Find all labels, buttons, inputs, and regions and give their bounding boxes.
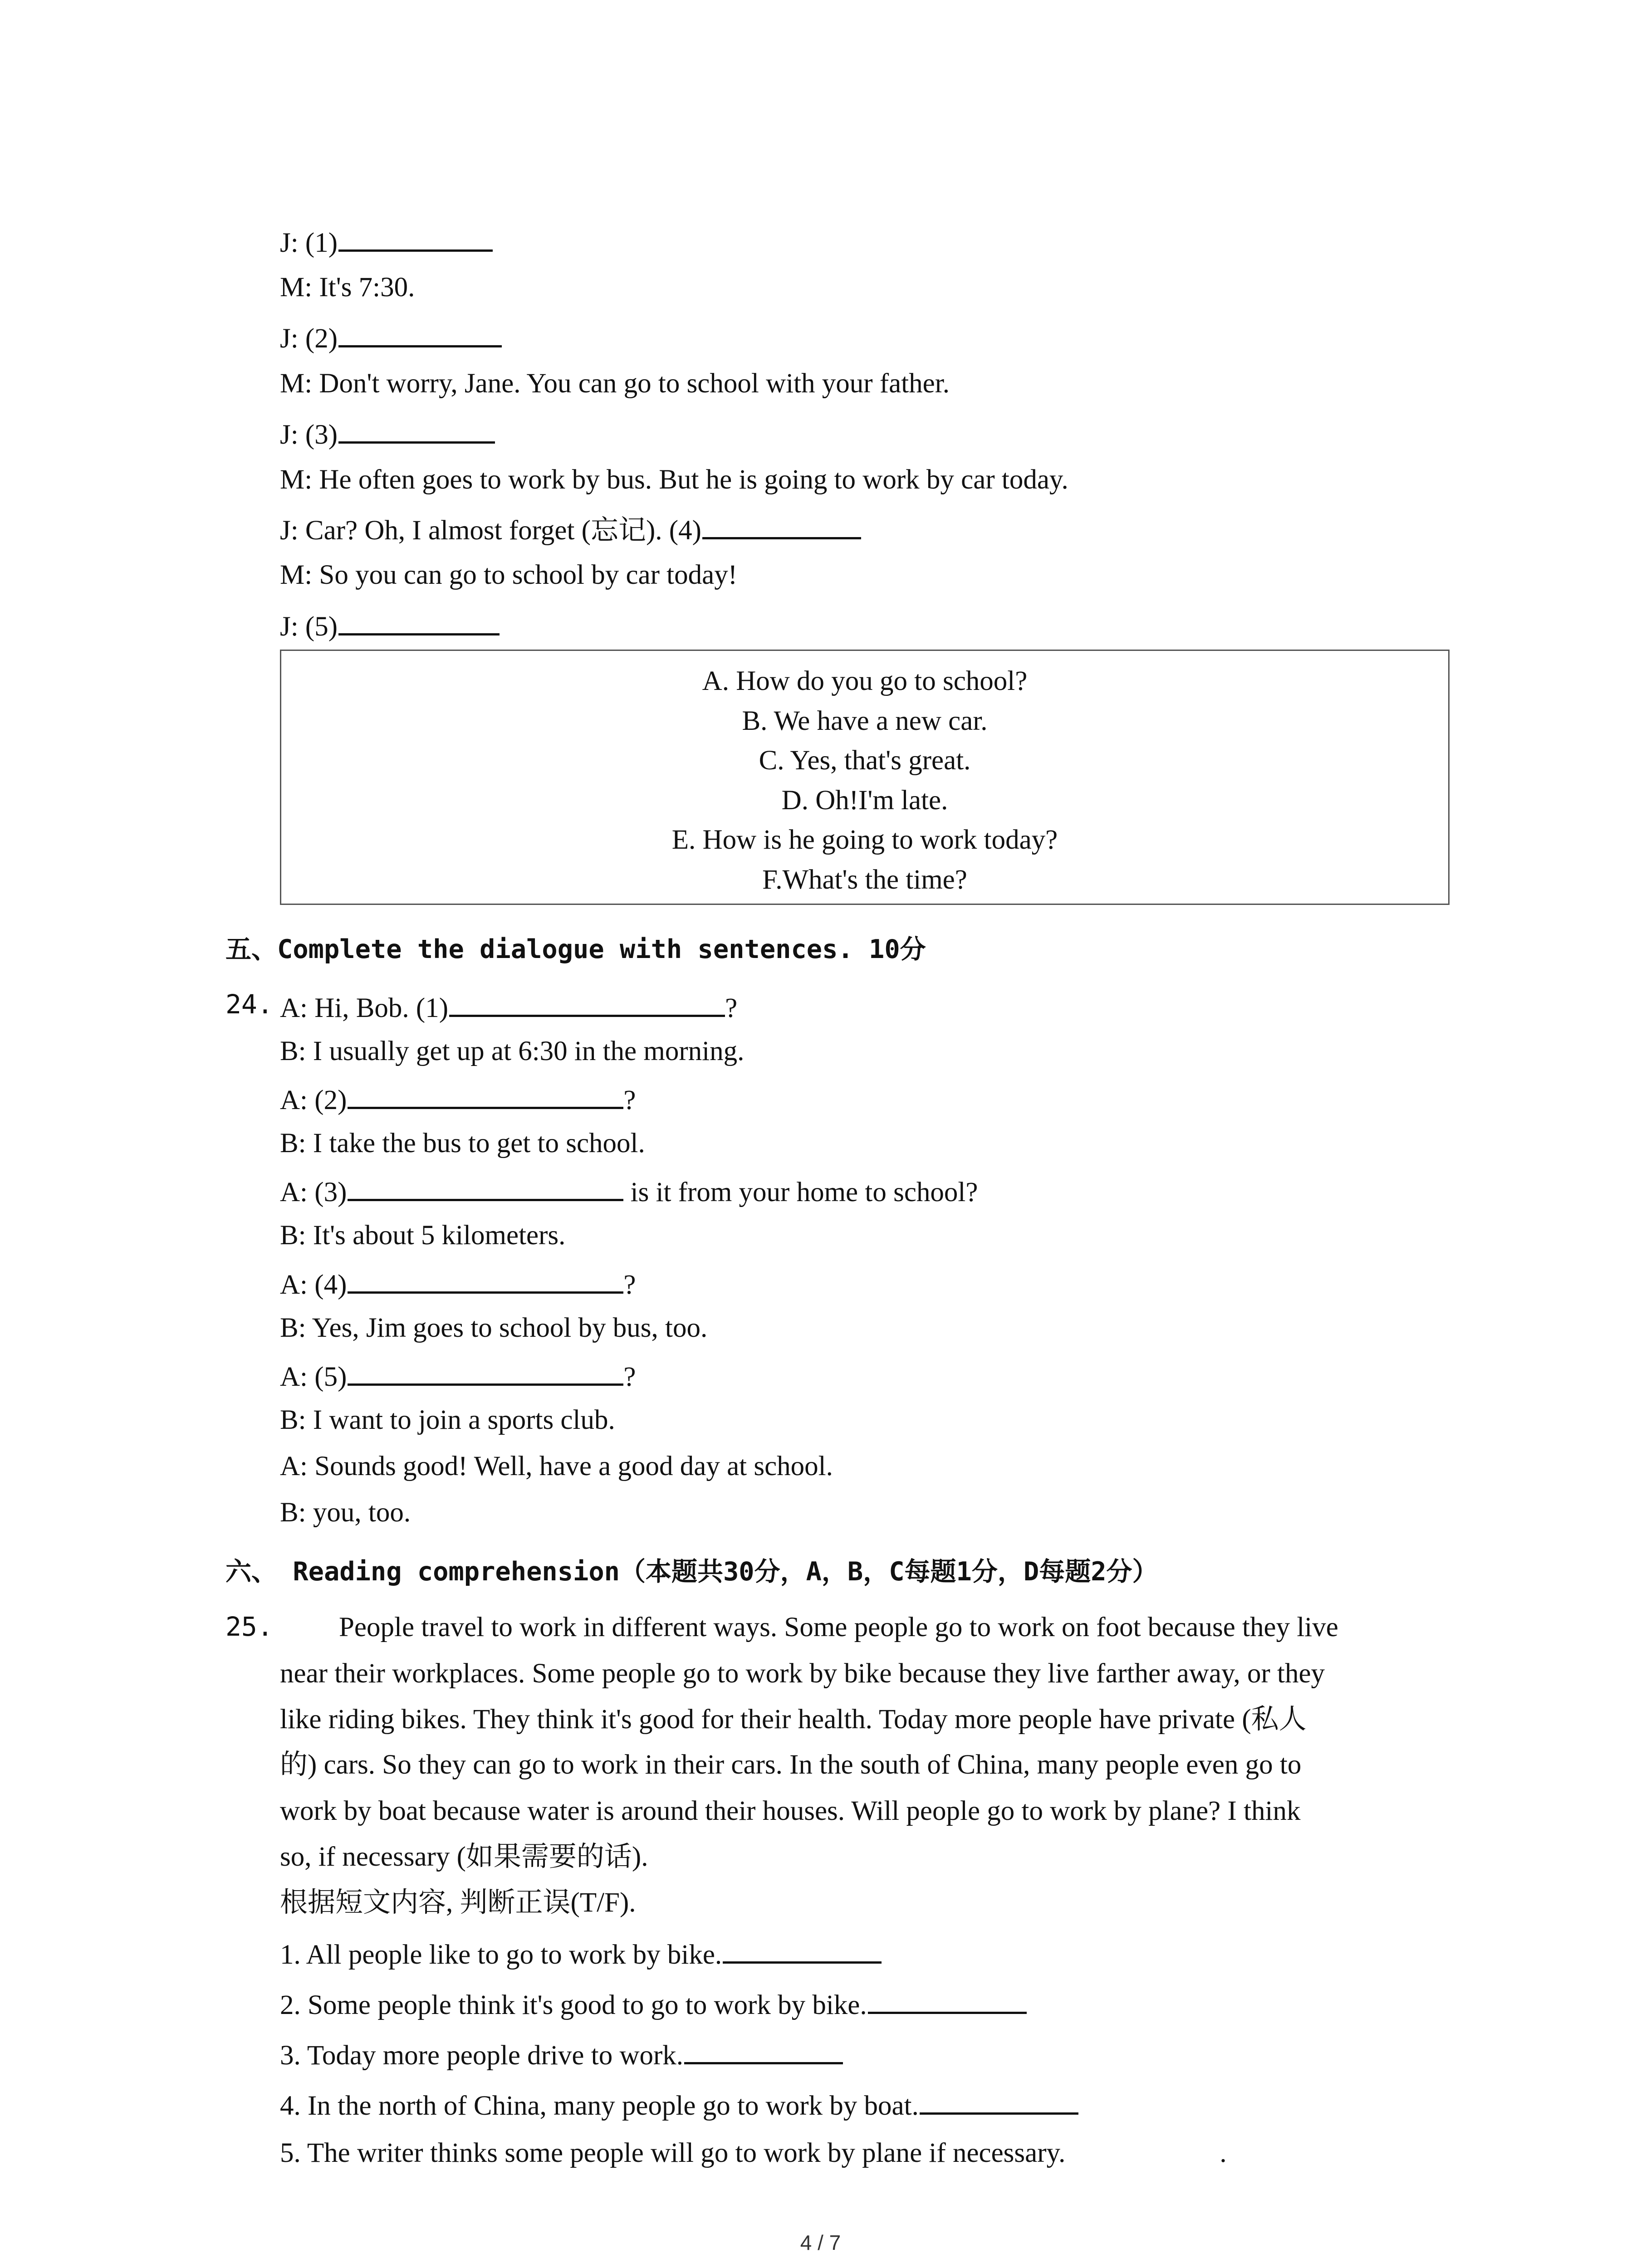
statement-text: 5. The writer thinks some people will go to work by plane if necessary. (280, 2138, 1066, 2168)
dialogue-line (280, 991, 737, 1022)
option-item: F.What's the time? (762, 865, 967, 895)
dialogue-text: J: (5) (280, 611, 338, 642)
answer-blank[interactable] (348, 1083, 623, 1109)
answer-blank[interactable] (449, 991, 725, 1017)
statement-text: 4. In the north of China, many people go to work by boat. (280, 2091, 919, 2121)
dialogue-text: A: (2) (280, 1085, 347, 1115)
answer-blank[interactable] (348, 1268, 623, 1294)
option-item: D. Oh!I'm late. (781, 785, 948, 816)
statement-line (280, 2089, 1078, 2120)
dialogue-text: J: (1) (280, 228, 338, 258)
dialogue-text: ? (725, 993, 738, 1023)
passage-line: 的) cars. So they can go to work in their cars. In the south of China, many people even go to (280, 1750, 1302, 1780)
dialogue-line (280, 1268, 636, 1299)
option-item: A. How do you go to school? (702, 666, 1028, 696)
dialogue-text: J: Car? Oh, I almost forget (忘记). (4) (280, 515, 701, 546)
statement-line (280, 1938, 882, 1969)
answer-blank[interactable] (348, 1360, 623, 1386)
dialogue-line (280, 322, 502, 352)
option-item: E. How is he going to work today? (671, 825, 1058, 855)
option-item: B. We have a new car. (742, 706, 988, 736)
statement-line (280, 2139, 1227, 2167)
dialogue-text: A: (5) (280, 1362, 347, 1392)
statement-line (280, 2038, 843, 2069)
section-heading: 六、 Reading comprehension（本题共30分，A，B，C每题1分，D每题2分） (225, 1557, 1158, 1587)
dialogue-line (280, 1083, 636, 1114)
trailing-period: . (1220, 2138, 1227, 2168)
statement-text: 3. Today more people drive to work. (280, 2040, 684, 2071)
answer-blank[interactable] (684, 2038, 843, 2064)
dialogue-text: A: Hi, Bob. (1) (280, 993, 449, 1023)
dialogue-line (280, 513, 861, 544)
dialogue-line (280, 226, 493, 257)
passage-line: People travel to work in different ways. Some people go to work on foot because they live (339, 1612, 1338, 1642)
dialogue-text: ? (623, 1085, 636, 1115)
dialogue-line: M: It's 7:30. (280, 272, 415, 303)
options-box (280, 650, 1450, 905)
dialogue-text: is it from your home to school? (623, 1177, 978, 1207)
dialogue-line: B: you, too. (280, 1497, 411, 1528)
answer-blank[interactable] (338, 610, 500, 635)
dialogue-line: B: Yes, Jim goes to school by bus, too. (280, 1313, 708, 1343)
option-item: C. Yes, that's great. (759, 745, 971, 776)
statement-line (280, 1988, 1027, 2019)
answer-blank[interactable] (338, 322, 502, 347)
passage-line: so, if necessary (如果需要的话). (280, 1842, 648, 1872)
answer-blank[interactable] (348, 1175, 623, 1201)
answer-blank[interactable] (920, 2089, 1078, 2115)
dialogue-line (280, 418, 495, 449)
answer-blank[interactable] (723, 1938, 882, 1964)
dialogue-line: A: Sounds good! Well, have a good day at school. (280, 1451, 833, 1481)
instruction-text: 根据短文内容, 判断正误(T/F). (280, 1887, 636, 1918)
dialogue-line (280, 1175, 978, 1206)
dialogue-text: ? (623, 1270, 636, 1300)
answer-blank[interactable] (868, 1988, 1027, 2014)
question-number: 25. (225, 1611, 273, 1642)
answer-blank[interactable] (338, 418, 495, 444)
question-number: 24. (225, 989, 273, 1020)
dialogue-line: B: I usually get up at 6:30 in the morning. (280, 1036, 745, 1066)
passage-line: work by boat because water is around their houses. Will people go to work by plane? I think (280, 1796, 1301, 1826)
statement-text: 1. All people like to go to work by bike. (280, 1940, 722, 1970)
section-heading: 五、Complete the dialogue with sentences. 10分 (225, 934, 926, 964)
dialogue-line: M: He often goes to work by bus. But he is going to work by car today. (280, 464, 1068, 495)
dialogue-line (280, 610, 500, 640)
dialogue-text: J: (3) (280, 420, 338, 450)
statement-text: 2. Some people think it's good to go to work by bike. (280, 1990, 867, 2020)
dialogue-line (280, 1360, 636, 1391)
dialogue-line: B: I want to join a sports club. (280, 1405, 615, 1435)
dialogue-text: J: (2) (280, 323, 338, 354)
dialogue-text: A: (4) (280, 1270, 347, 1300)
dialogue-text: ? (623, 1362, 636, 1392)
dialogue-line: B: I take the bus to get to school. (280, 1128, 645, 1158)
dialogue-text: A: (3) (280, 1177, 347, 1207)
answer-blank[interactable] (702, 513, 861, 539)
dialogue-line: M: So you can go to school by car today! (280, 560, 738, 590)
answer-blank[interactable] (338, 226, 493, 252)
dialogue-line: M: Don't worry, Jane. You can go to school with your father. (280, 368, 950, 399)
passage-line: like riding bikes. They think it's good for their health. Today more people have private (私人 (280, 1704, 1307, 1735)
passage-line: near their workplaces. Some people go to work by bike because they live farther away, or they (280, 1658, 1325, 1689)
dialogue-line: B: It's about 5 kilometers. (280, 1220, 566, 1251)
page-number: 4 / 7 (800, 2231, 841, 2254)
